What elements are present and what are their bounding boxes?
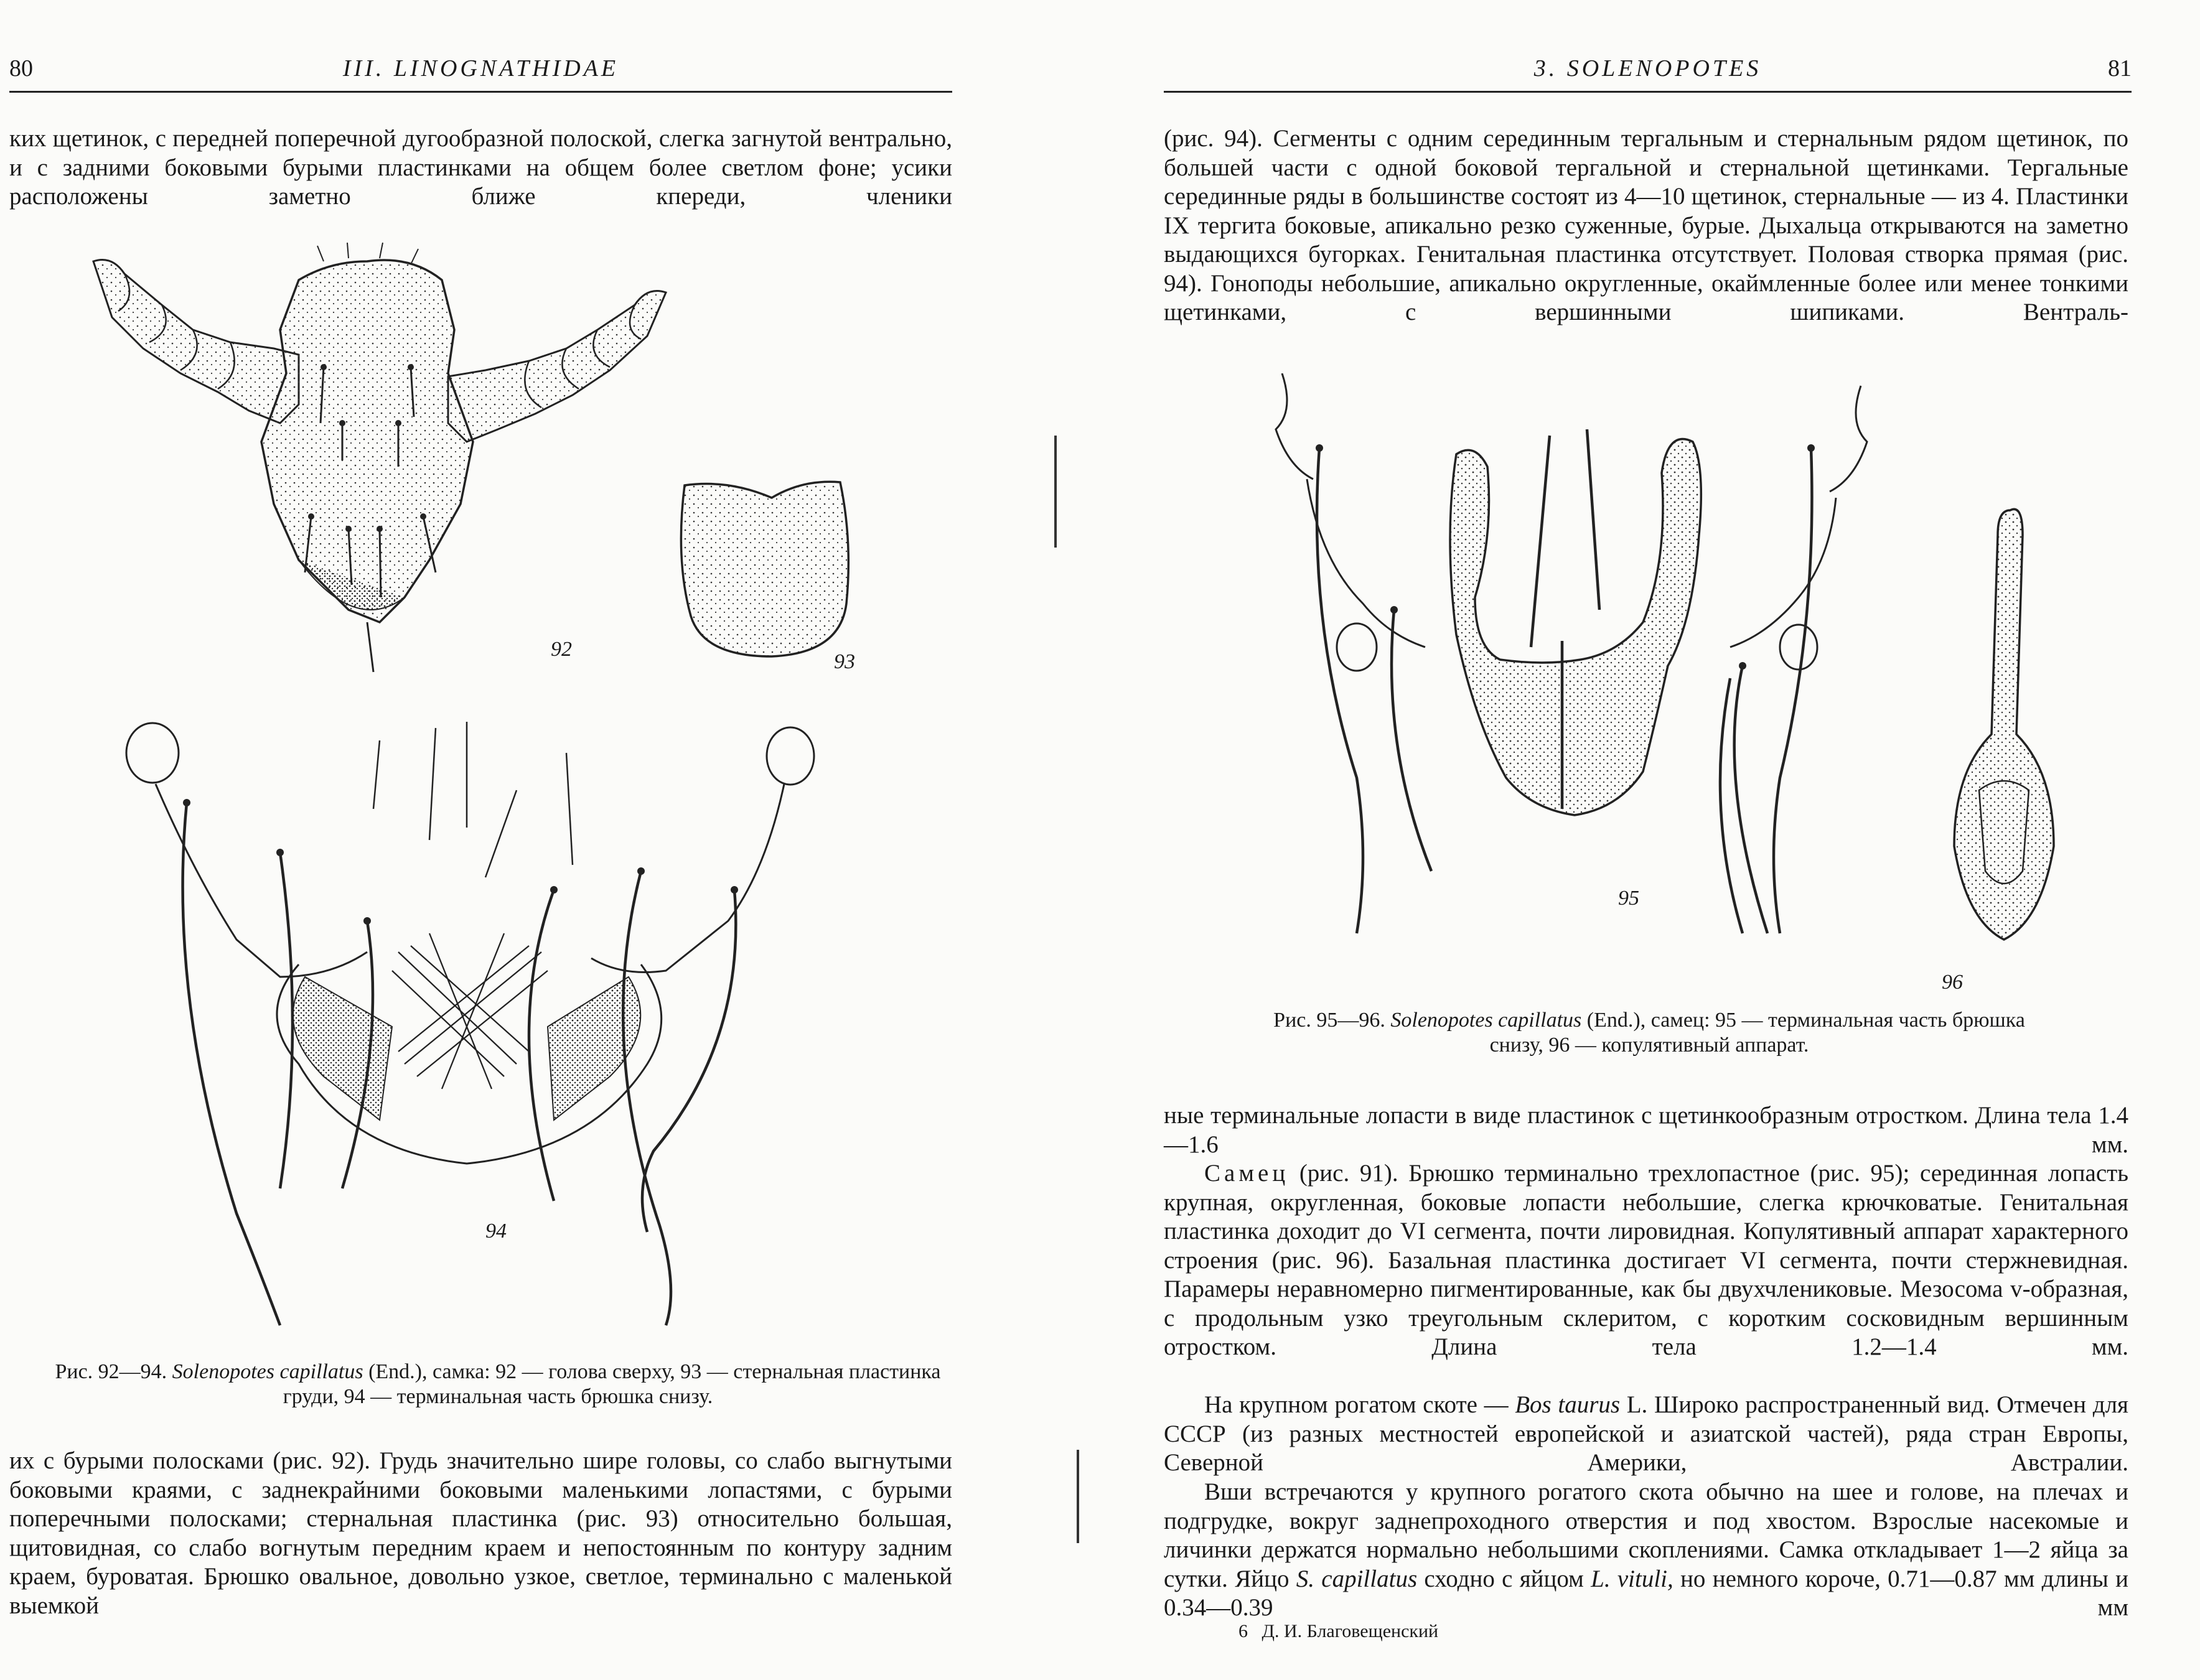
figure-92-head (75, 236, 685, 684)
figure-92-label: 92 (551, 638, 572, 661)
right-running-title: 3. SOLENOPOTES (1533, 55, 1762, 82)
right-running-head (1164, 55, 2132, 92)
left-caption-text: (End.), самка: 92 — голова сверху, 93 — стернальная пластинка груди, 94 — терминальная часть брюшка снизу. (283, 1360, 941, 1408)
right-figure-caption (1245, 1008, 2054, 1058)
left-header-rule (9, 91, 952, 93)
figure-96-copulatory-apparatus (1929, 498, 2072, 958)
left-figure-caption (50, 1360, 946, 1409)
right-caption-prefix: Рис. 95—96. (1273, 1009, 1385, 1032)
right-caption-text: (End.), самец: 95 — терминальная часть брюшка снизу, 96 — копулятивный аппарат. (1489, 1009, 2025, 1057)
left-caption-prefix: Рис. 92—94. (55, 1360, 167, 1383)
right-paragraph-3 (1164, 1391, 2128, 1478)
host-species: Bos taurus (1515, 1391, 1621, 1418)
species-s-capillatus: S. capillatus (1296, 1565, 1418, 1592)
distribution-text: L. Широко распространенный вид. Отмечен для СССР (из разных местностей европейской и азиатской частей), ряда стран Европы, Северной Америки, Австралии. (1164, 1391, 2128, 1476)
left-top-paragraph: ких щетинок, с передней поперечной дугообразной полоской, слегка загнутой вентрально, и с задними боковыми бурыми пластинками на общем более светлом фоне; усики расположены заметно ближе кпереди, членики (9, 125, 952, 210)
signature-author: Д. И. Благовещенский (1261, 1621, 1439, 1641)
left-page (0, 0, 1083, 1680)
figure-95-male-abdomen (1270, 373, 1892, 971)
signature-number: 6 (1238, 1621, 1248, 1641)
right-header-rule (1164, 91, 2132, 93)
gutter-mark (1077, 1450, 1079, 1543)
left-running-head (9, 55, 952, 92)
left-running-title: III. LINOGNATHIDAE (342, 55, 619, 82)
right-page-number: 81 (2108, 55, 2132, 82)
left-caption-species: Solenopotes capillatus (172, 1360, 363, 1383)
left-bottom-paragraph: их с бурыми полосками (рис. 92). Грудь значительно шире головы, со слабо выгнутыми боковыми краями, с заднекрайними боковыми маленькими лопастями, с бурыми поперечными полосками; стернальная пластинка (рис. 93) относительно большая, щитовидная, со слабо вогнутым передним краем и непостоянным по контуру задним краем, буроватая. Брюшко овальное, довольно узкое, светлое, терминально с маленькой выемкой (9, 1447, 952, 1619)
biology-text-mid: сходно с яйцом (1424, 1565, 1584, 1592)
figure-96-label: 96 (1942, 971, 1963, 994)
biology-text: Вши встречаются у крупного рогатого скота обычно на шее и голове, на плечах и подгрудке, вокруг заднепроходного отверстия и под хвостом. Взрослые насекомые и личинки держатся нормально небольшими скоплениями. Самка откладывает 1—2 яйца за сутки. Яйцо (1164, 1478, 2128, 1592)
right-page (1120, 0, 2200, 1680)
right-paragraph-2 (1164, 1159, 2128, 1362)
biology-text-end: но немного короче, 0.71—0.87 мм длины и 0.34—0.39 мм (1164, 1565, 2129, 1621)
right-paragraph-4 (1164, 1478, 2128, 1623)
male-description: (рис. 91). Брюшко терминально трехлопастное (рис. 95); серединная лопасть крупная, округленная, боковые лопасти небольшие, слегка крючковатые. Генитальная пластинка доходит до VI сегмента, почти лировидная. Копулятивный аппарат характерного строения (рис. 96). Базальная пластинка достигает VI сегмента, почти стержневидная. Парамеры неравномерно пигментированные, как бы двухчлениковые. Мезосома v-образная, с продольным узко треугольным склеритом, с коротким сосковидным вершинным отростком. Длина тела 1.2—1.4 мм. (1164, 1160, 2129, 1360)
figure-93-sternal-plate (666, 467, 865, 672)
species-l-vituli: L. vituli, (1591, 1565, 1673, 1592)
figure-93-label: 93 (834, 650, 855, 673)
figure-94-label: 94 (485, 1220, 507, 1243)
right-caption-species: Solenopotes capillatus (1390, 1009, 1582, 1032)
signature-line (1238, 1621, 1438, 1642)
gutter-mark (1054, 436, 1057, 548)
figure-95-label: 95 (1618, 887, 1639, 910)
host-intro: На крупном рогатом скоте — (1204, 1391, 1509, 1418)
right-paragraph-1: ные терминальные лопасти в виде пластинок с щетинкообразным отростком. Длина тела 1.4—1.6 мм. (1164, 1102, 2128, 1158)
left-page-number: 80 (9, 55, 33, 82)
male-heading: Самец (1204, 1160, 1290, 1187)
figure-94-female-abdomen (118, 716, 815, 1350)
right-top-paragraph: (рис. 94). Сегменты с одним серединным тергальным и стернальным рядом щетинок, по большей части с одной боковой тергальной и стернальной щетинками. Тергальные серединные ряды в большинстве состоят из 4—10 щетинок, стернальные — из 4. Пластинки IX тергита боковые, апикально резко суженные, бурые. Дыхальца открываются на заметно выдающихся бугорках. Генитальная пластинка отсутствует. Половая створка прямая (рис. 94). Гоноподы небольшие, апикально округленные, окаймленные более или менее тонкими щетинками, с вершинными шипиками. Вентраль- (1164, 125, 2128, 325)
